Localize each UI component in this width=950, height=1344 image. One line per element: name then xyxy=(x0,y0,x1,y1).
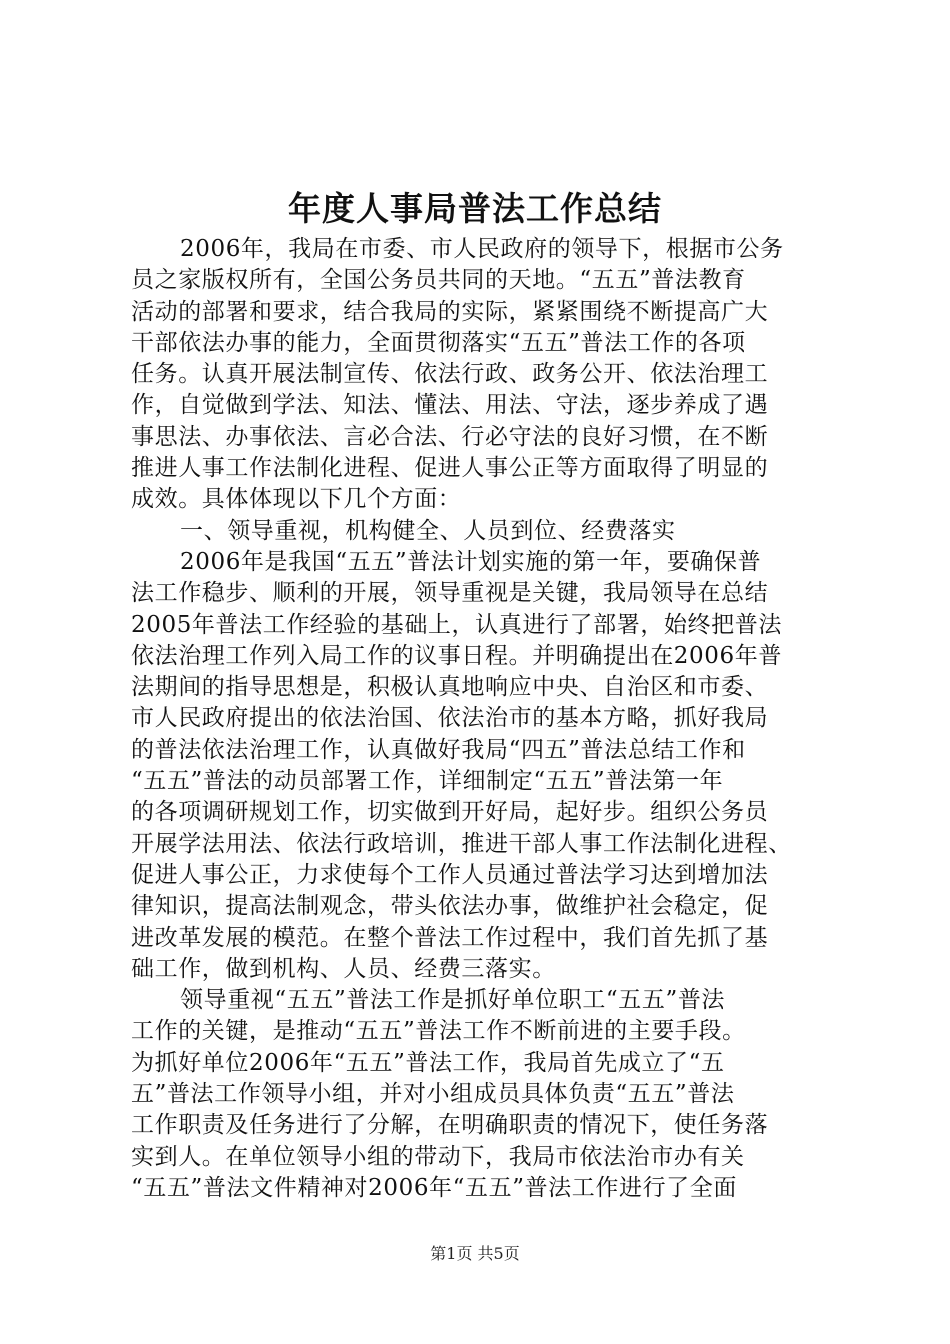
text-line: 工作职责及任务进行了分解，在明确职责的情况下，使任务落 xyxy=(131,1112,769,1139)
text-line: 的普法依法治理工作，认真做好我局“四五”普法总结工作和 xyxy=(131,736,746,763)
text-line: 促进人事公正，力求使每个工作人员通过普法学习达到增加法 xyxy=(131,861,769,888)
text-line: 员之家版权所有，全国公务员共同的天地。“五五”普法教育 xyxy=(131,267,746,294)
text-line: 一、领导重视，机构健全、人员到位、经费落实 xyxy=(180,517,676,544)
text-line: 进改革发展的模范。在整个普法工作过程中，我们首先抓了基 xyxy=(131,924,769,951)
text-line: 领导重视“五五”普法工作是抓好单位职工“五五”普法 xyxy=(180,987,726,1014)
text-line: 市人民政府提出的依法治国、依法治市的基本方略，抓好我局 xyxy=(131,705,769,732)
text-line: “五五”普法文件精神对2006年“五五”普法工作进行了全面 xyxy=(131,1174,737,1201)
text-line: 作，自觉做到学法、知法、懂法、用法、守法，逐步养成了遇 xyxy=(131,392,769,419)
text-line: 任务。认真开展法制宣传、依法行政、政务公开、依法治理工 xyxy=(131,361,769,388)
text-line: 五”普法工作领导小组，并对小组成员具体负责“五五”普法 xyxy=(131,1081,735,1108)
text-line: 活动的部署和要求，结合我局的实际，紧紧围绕不断提高广大 xyxy=(131,298,769,325)
text-line: 律知识，提高法制观念，带头依法办事，做维护社会稳定，促 xyxy=(131,893,769,920)
text-line: 工作的关键，是推动“五五”普法工作不断前进的主要手段。 xyxy=(131,1018,746,1045)
text-line: 为抓好单位2006年“五五”普法工作，我局首先成立了“五 xyxy=(131,1049,725,1076)
text-line: 推进人事工作法制化进程、促进人事公正等方面取得了明显的 xyxy=(131,455,769,482)
text-line: 础工作，做到机构、人员、经费三落实。 xyxy=(131,955,556,982)
page-footer: 第1页 共5页 xyxy=(430,1244,520,1263)
text-line: 2006年是我国“五五”普法计划实施的第一年，要确保普 xyxy=(180,548,762,575)
text-line: 法工作稳步、顺利的开展，领导重视是关键，我局领导在总结 xyxy=(131,580,769,607)
text-line: 2005年普法工作经验的基础上，认真进行了部署，始终把普法 xyxy=(131,611,782,638)
document-body xyxy=(131,234,831,1204)
text-line: 的各项调研规划工作，切实做到开好局，起好步。组织公务员 xyxy=(131,799,769,826)
text-line: 实到人。在单位领导小组的带动下，我局市依法治市办有关 xyxy=(131,1143,745,1170)
text-line: “五五”普法的动员部署工作，详细制定“五五”普法第一年 xyxy=(131,768,724,795)
text-line: 法期间的指导思想是，积极认真地响应中央、自治区和市委、 xyxy=(131,674,769,701)
text-line: 干部依法办事的能力，全面贯彻落实“五五”普法工作的各项 xyxy=(131,329,746,356)
text-line: 2006年，我局在市委、市人民政府的领导下，根据市公务 xyxy=(180,236,784,262)
text-line: 事思法、办事依法、言必合法、行必守法的良好习惯，在不断 xyxy=(131,423,769,450)
text-line: 依法治理工作列入局工作的议事日程。并明确提出在2006年普 xyxy=(131,642,782,669)
text-line: 开展学法用法、依法行政培训，推进干部人事工作法制化进程、 xyxy=(131,830,792,857)
text-line: 成效。具体体现以下几个方面： xyxy=(131,486,462,513)
document-title: 年度人事局普法工作总结 xyxy=(288,189,662,228)
